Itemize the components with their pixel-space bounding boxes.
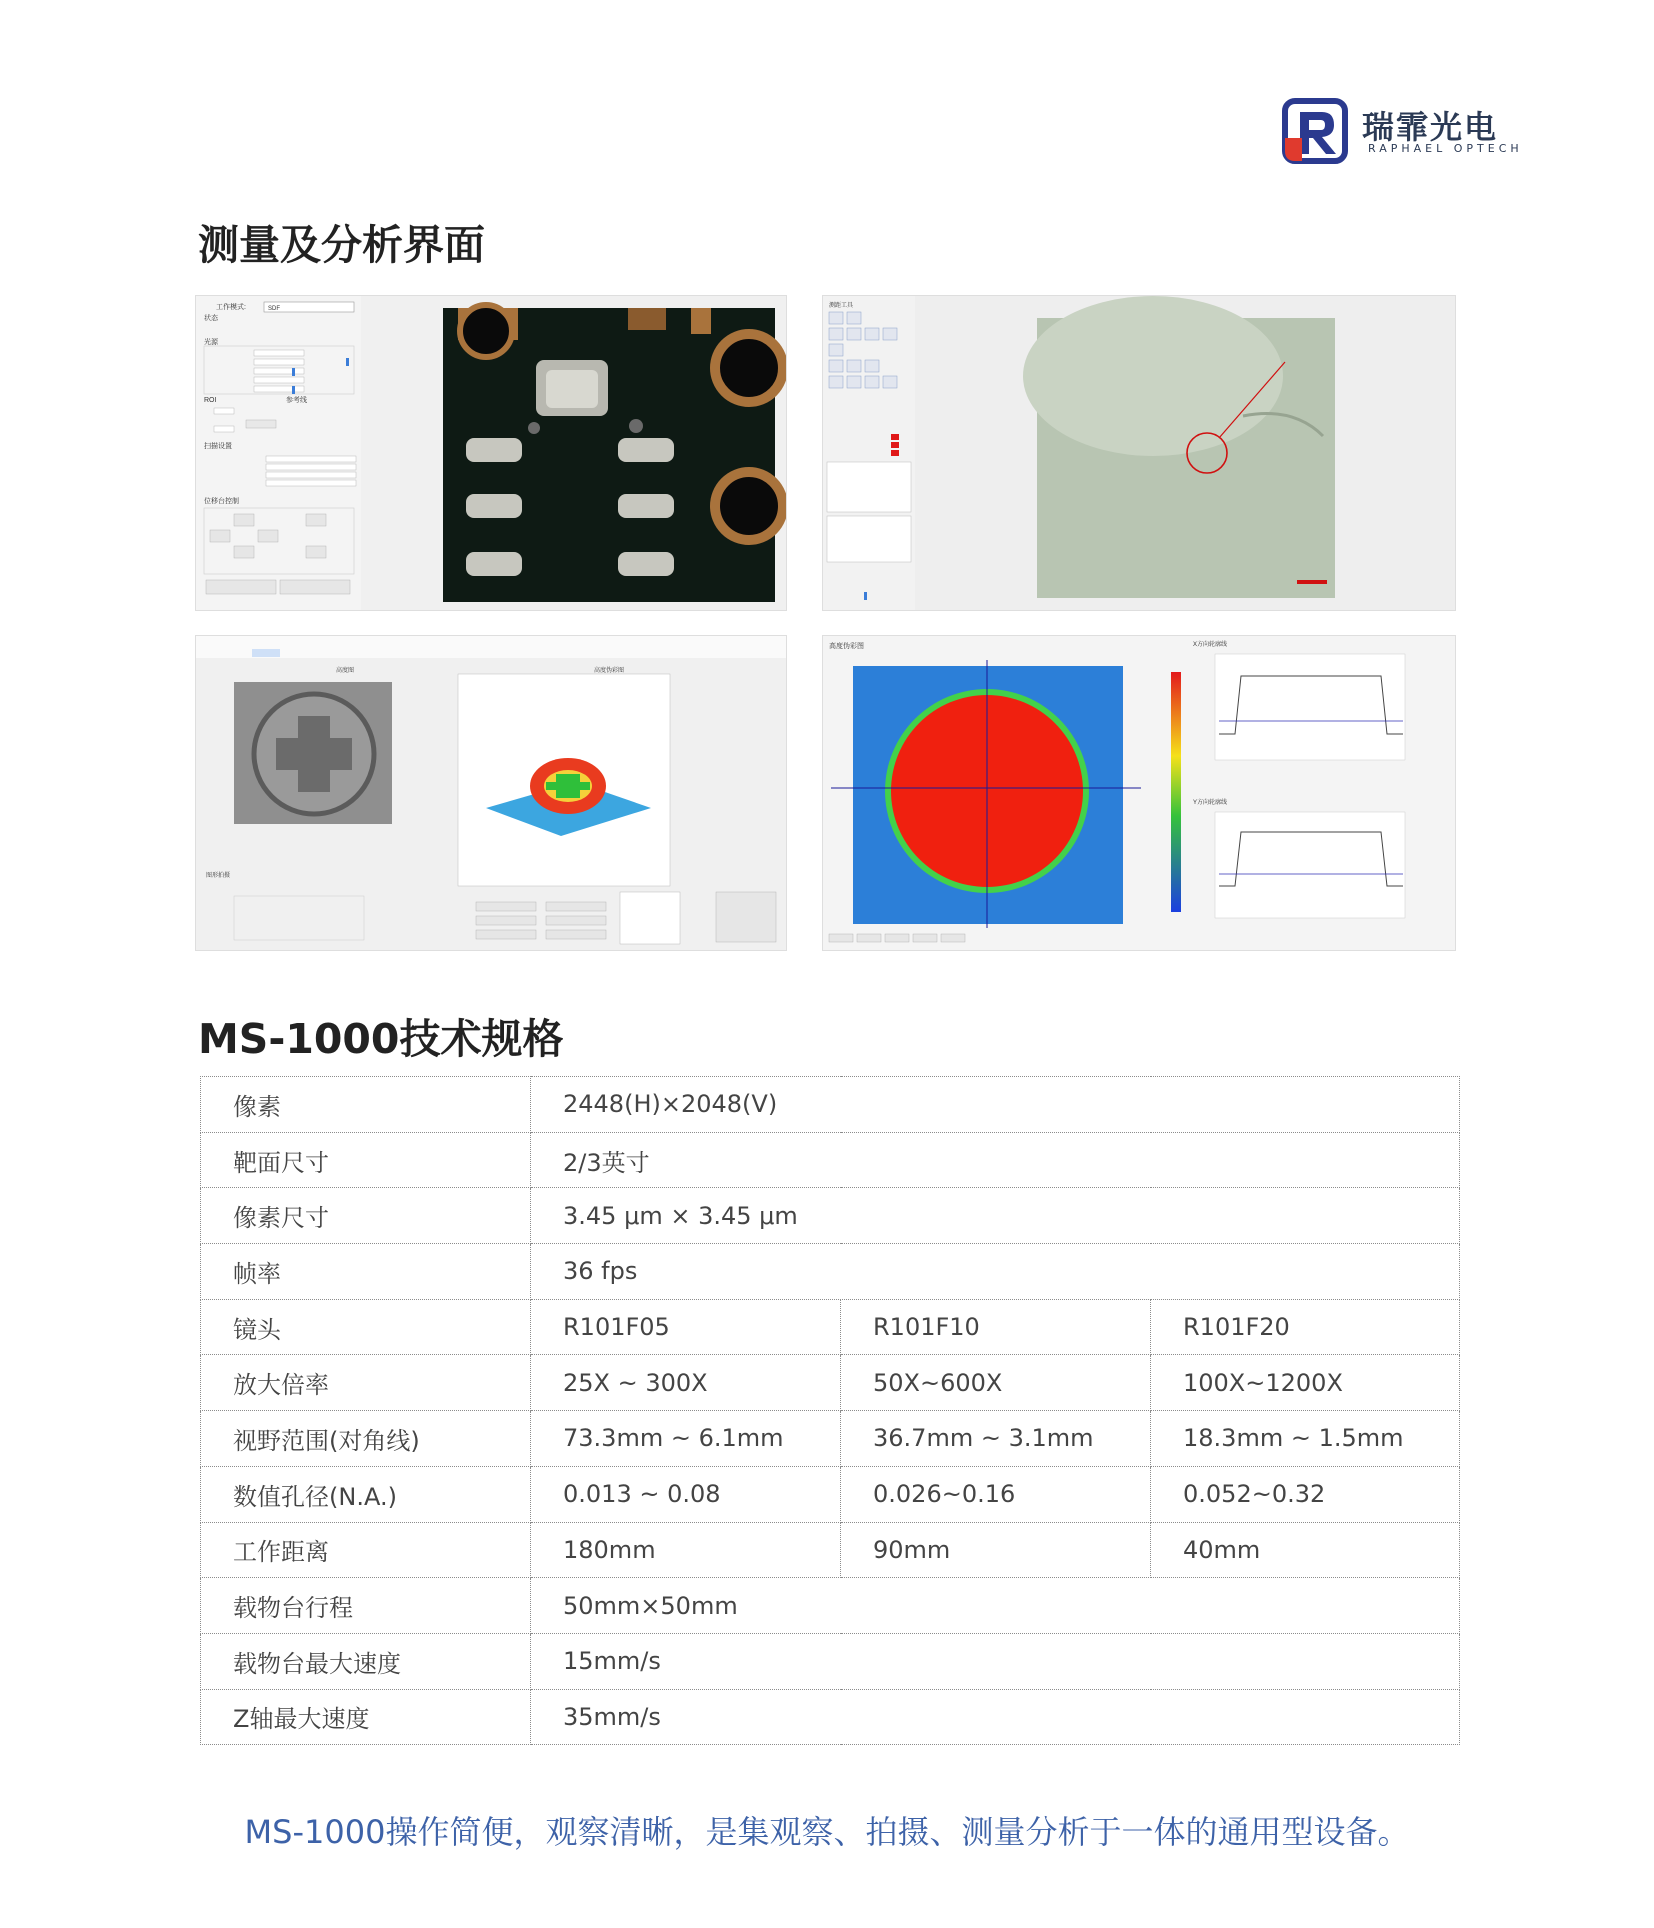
section-title-spec: MS-1000技术规格 bbox=[198, 1015, 564, 1063]
spec-label: 视野范围(对角线) bbox=[201, 1411, 531, 1467]
table-row bbox=[201, 1188, 1460, 1244]
spec-label: 载物台最大速度 bbox=[201, 1633, 531, 1689]
spec-value: 90mm bbox=[841, 1522, 1151, 1578]
spec-value: 0.013 ~ 0.08 bbox=[531, 1466, 841, 1522]
spec-value: R101F20 bbox=[1151, 1299, 1460, 1355]
spec-value: 0.026~0.16 bbox=[841, 1466, 1151, 1522]
spec-value: 73.3mm ~ 6.1mm bbox=[531, 1411, 841, 1467]
y-profile-title: Y方向轮廓线 bbox=[1193, 800, 1228, 806]
table-row bbox=[201, 1244, 1460, 1300]
status-label: 状态 bbox=[204, 315, 218, 322]
spec-value: 18.3mm ~ 1.5mm bbox=[1151, 1411, 1460, 1467]
screenshot-pcb-ui bbox=[195, 295, 787, 611]
table-row bbox=[201, 1299, 1460, 1355]
roi-label: ROI bbox=[204, 397, 217, 404]
spec-label: 像素 bbox=[201, 1077, 531, 1133]
spec-value: 40mm bbox=[1151, 1522, 1460, 1578]
logo-mark-icon bbox=[1282, 98, 1348, 164]
spec-value: 180mm bbox=[531, 1522, 841, 1578]
light-label: 光源 bbox=[204, 339, 218, 346]
profile-title: 高度伪彩图 bbox=[829, 643, 864, 650]
spec-label: 载物台行程 bbox=[201, 1578, 531, 1634]
spec-value: 50mm×50mm bbox=[531, 1578, 1460, 1634]
mode-label: 工作模式: bbox=[216, 304, 246, 311]
spec-value: 2448(H)×2048(V) bbox=[531, 1077, 1460, 1133]
spec-value: 3.45 μm × 3.45 μm bbox=[531, 1188, 1460, 1244]
spec-label: 像素尺寸 bbox=[201, 1188, 531, 1244]
spec-table bbox=[200, 1076, 1460, 1745]
spec-value: R101F05 bbox=[531, 1299, 841, 1355]
spec-value: 15mm/s bbox=[531, 1633, 1460, 1689]
x-profile-title: X方向轮廓线 bbox=[1193, 642, 1228, 648]
screenshot-profile-ui bbox=[822, 635, 1456, 951]
height-map-title: 高度图 bbox=[336, 668, 355, 674]
spec-value: 35mm/s bbox=[531, 1689, 1460, 1745]
table-row bbox=[201, 1689, 1460, 1745]
spec-label: 帧率 bbox=[201, 1244, 531, 1300]
stage-label: 位移台控制 bbox=[204, 498, 239, 505]
spec-value: 100X~1200X bbox=[1151, 1355, 1460, 1411]
table-row bbox=[201, 1355, 1460, 1411]
spec-label: 镜头 bbox=[201, 1299, 531, 1355]
spec-value: 25X ~ 300X bbox=[531, 1355, 841, 1411]
screenshot-measure-ui bbox=[822, 295, 1456, 611]
table-row bbox=[201, 1522, 1460, 1578]
spec-value: R101F10 bbox=[841, 1299, 1151, 1355]
table-row bbox=[201, 1411, 1460, 1467]
section-title-interface: 测量及分析界面 bbox=[198, 221, 485, 269]
brand-name-en: RAPHAEL OPTECH bbox=[1368, 142, 1523, 155]
spec-value: 36 fps bbox=[531, 1244, 1460, 1300]
spec-label: 放大倍率 bbox=[201, 1355, 531, 1411]
spec-label: 工作距离 bbox=[201, 1522, 531, 1578]
table-row bbox=[201, 1132, 1460, 1188]
brand-logo bbox=[1282, 98, 1523, 164]
spec-label: 数值孔径(N.A.) bbox=[201, 1466, 531, 1522]
pseudo-color-title: 高度伪彩图 bbox=[594, 668, 625, 674]
table-row bbox=[201, 1077, 1460, 1133]
spec-value: 2/3英寸 bbox=[531, 1132, 1460, 1188]
table-row bbox=[201, 1466, 1460, 1522]
table-row bbox=[201, 1633, 1460, 1689]
capture-title: 图形拍摄 bbox=[206, 873, 231, 879]
screenshot-screw-ui bbox=[195, 635, 787, 951]
brand-name-cn: 瑞霏光电 bbox=[1362, 108, 1499, 146]
spec-value: 36.7mm ~ 3.1mm bbox=[841, 1411, 1151, 1467]
spec-value: 0.052~0.32 bbox=[1151, 1466, 1460, 1522]
table-row bbox=[201, 1578, 1460, 1634]
scan-label: 扫描设置 bbox=[204, 443, 232, 450]
footer-text: MS-1000操作简便，观察清晰，是集观察、拍摄、测量分析于一体的通用型设备。 bbox=[244, 1813, 1410, 1851]
ref-label: 参考线 bbox=[286, 397, 307, 404]
spec-label: 靶面尺寸 bbox=[201, 1132, 531, 1188]
mode-value[interactable]: SDF bbox=[268, 306, 280, 312]
spec-label: Z轴最大速度 bbox=[201, 1689, 531, 1745]
spec-value: 50X~600X bbox=[841, 1355, 1151, 1411]
toolbar-title: 测距工具 bbox=[829, 303, 854, 309]
